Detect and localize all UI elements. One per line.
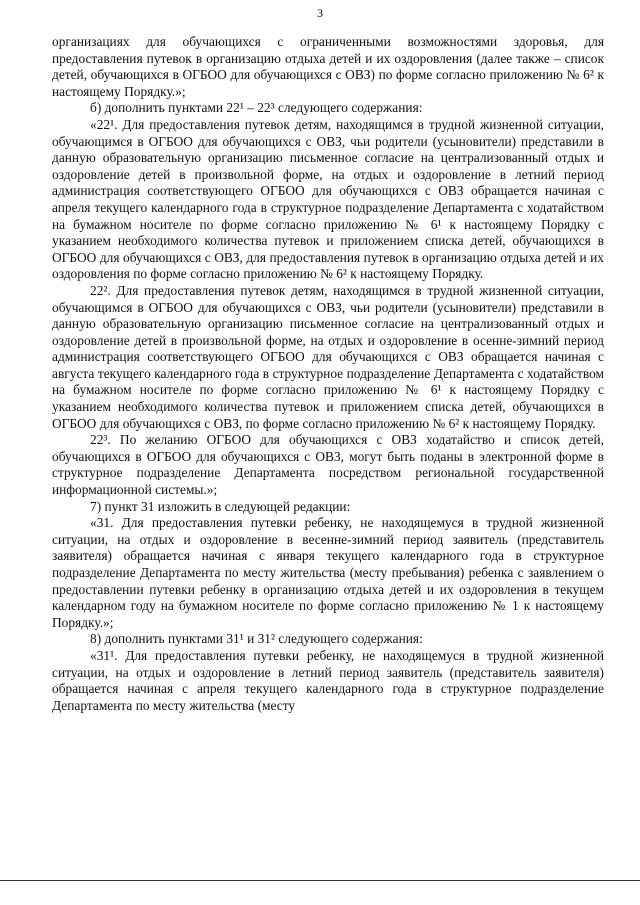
paragraph-continuation: организациях для обучающихся с ограниченными возможностями здоровья, для предоставления путевок в организацию отдыха детей и их оздоровления (далее также – список детей, обучающихся в ОГБОО для обучающихся с ОВЗ) по форме согласно приложению № 6² к настоящему Порядку.»; [52,34,604,99]
paragraph-item-7: 7) пункт 31 изложить в следующей редакции: [90,498,351,514]
page-bottom-divider [0,880,640,881]
paragraph-item-b: б) дополнить пунктами 22¹ – 22³ следующего содержания: [90,100,423,116]
page-number: 3 [317,6,323,20]
paragraph-31: «31. Для предоставления путевки ребенку, не находящемуся в трудной жизненной ситуации, на отдых и оздоровление в весенне-зимний период заявитель (представитель заявителя) обращается начиная с января текущего календарного года в структурное подразделение Департамента по месту жительства (месту пребывания) ребенка с заявлением о предоставлении путевки ребенку в организацию отдыха детей и их оздоровления в текущем календарном году на бумажном носителе по форме согласно приложению № 1 к настоящему Порядку.»; [52,515,604,630]
paragraph-22-2: 22². Для предоставления путевок детям, находящимся в трудной жизненной ситуации, обучающимся в ОГБОО для обучающихся с ОВЗ, чьи родители (усыновители) представили в данную образовательную организацию письменное согласие на централизованный отдых и оздоровление детей в произвольной форме, на отдых и оздоровление в осенне-зимний период администрация соответствующего ОГБОО для обучающихся с ОВЗ обращается начиная с августа текущего календарного года в структурное подразделение Департамента с ходатайством на бумажном носителе по форме согласно приложению № 6¹ к настоящему Порядку с указанием необходимого количества путевок и приложением списка детей, обучающихся в ОГБОО для обучающихся с ОВЗ, по форме согласно приложению № 6² к настоящему Порядку. [52,282,604,431]
paragraph-22-3: 22³. По желанию ОГБОО для обучающихся с ОВЗ ходатайство и список детей, обучающихся в ОГБОО для обучающихся с ОВЗ, могут быть поданы в электронной форме в структурное подразделение Департамента посредством региональной государственной информационной системы.»; [52,432,604,498]
paragraph-31-1: «31¹. Для предоставления путевки ребенку, не находящемуся в трудной жизненной ситуации, на отдых и оздоровление в летний период заявитель (представитель заявителя) обращается начиная с апреля текущего календарного года в структурное подразделение Департамента по месту жительства (месту [52,647,604,713]
paragraph-22-1: «22¹. Для предоставления путевок детям, находящимся в трудной жизненной ситуации, обучающимся в ОГБОО для обучающихся с ОВЗ, чьи родители (усыновители) представили в данную образовательную организацию письменное согласие на централизованный отдых и оздоровление детей в произвольной форме, на отдых и оздоровление в летний период администрация соответствующего ОГБОО для обучающихся с ОВЗ обращается начиная с апреля текущего календарного года в структурное подразделение Департамента с ходатайством на бумажном носителе по форме согласно приложению № 6¹ к настоящему Порядку с указанием необходимого количества путевок и приложением списка детей, обучающихся в ОГБОО для обучающихся с ОВЗ, для предоставления путевок в организацию отдыха детей и их оздоровления по форме согласно приложению № 6² к настоящему Порядку. [52,116,604,282]
paragraph-item-8: 8) дополнить пунктами 31¹ и 31² следующего содержания: [90,631,423,647]
document-body [52,34,604,714]
